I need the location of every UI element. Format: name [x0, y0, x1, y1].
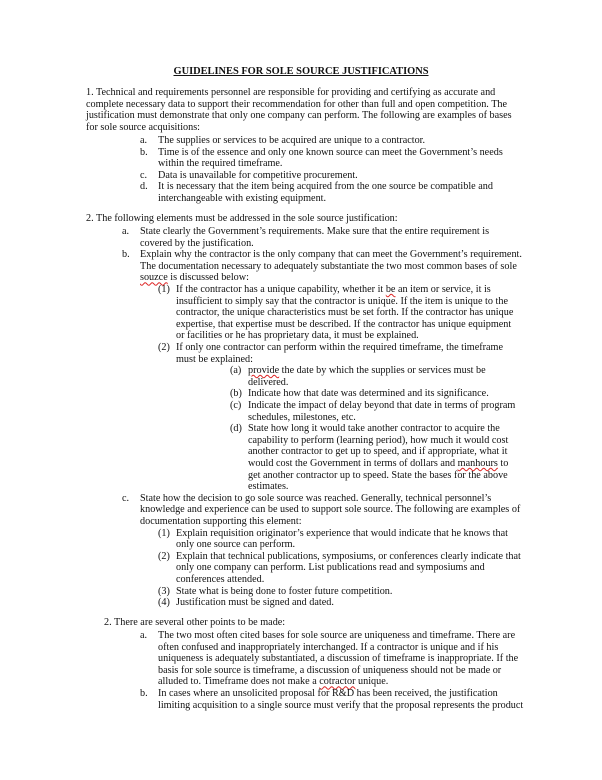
s1-b-label: b. [140, 146, 148, 158]
s2-b-text: The documentation necessary to adequately substantiate the two most common bases of sole [140, 260, 517, 272]
s2-b1-text [176, 284, 491, 296]
s2-b1-text: or facilities or he has proprietary data, it must be explained. [176, 330, 419, 342]
s2-b2c-text: Indicate the impact of delay beyond that date in terms of program [248, 400, 516, 411]
s2-c1-text: only one source can perform. [176, 539, 296, 551]
s2-c4-label: (4) [158, 597, 170, 609]
s2-c2-text: conferences attended. [176, 574, 265, 585]
text-run: would cost the Government in terms of dollars and [248, 458, 458, 469]
s2-c2-text: Explain that technical publications, symposiums, or conferences clearly indicate that [176, 550, 521, 562]
s2-b1-text: contractor, the unique characteristics must be set forth. If the contractor has unique [176, 307, 514, 319]
s2-c3-text: State what is being done to foster future competition. [176, 585, 393, 597]
s3-a-text: often confused and inappropriately interchanged. If a contractor is unique and if his [158, 641, 499, 653]
s2-b2d-text: State how long it would take another contractor to acquire the [248, 423, 500, 435]
s2-a-text: State clearly the Government’s requirements. Make sure that the entire requirement is [140, 226, 490, 237]
s2-b2d-text: another contractor to get up to speed, and if appropriate, what it [248, 446, 508, 458]
s2-heading: 2. The following elements must be addressed in the sole source justification: [86, 213, 398, 224]
s2-c3-label: (3) [158, 585, 170, 597]
s1-d-text: It is necessary that the item being acquired from the one source be compatible and [158, 181, 493, 193]
s1-d-text: interchangeable with existing equipment. [158, 193, 327, 204]
s1-line: justification must demonstrate that only one company can perform. The following are examples of bases [86, 110, 512, 122]
s1-c-label: c. [140, 169, 148, 181]
s2-b2c-text: schedules, milestones, etc. [248, 411, 356, 423]
misspelled-word: souzce [140, 272, 168, 284]
s2-c-text: knowledge and experience can be used to support sole source. The following are examples of [140, 504, 521, 516]
text-run: If the contractor has a unique capability, whether it [176, 284, 386, 295]
s2-c-text: documentation supporting this element: [140, 516, 302, 527]
s2-b2b-text: Indicate how that date was determined and its significance. [248, 388, 489, 400]
s3-a-text: The two most often cited bases for sole source are uniqueness and timeframe. There are [158, 630, 516, 641]
misspelled-word: be [385, 284, 396, 295]
s3-b-label: b. [140, 688, 148, 699]
text-run: the date by which the supplies or services must be [279, 365, 486, 377]
s2-a-label: a. [122, 226, 130, 237]
s1-a-text: The supplies or services to be acquired are unique to a contractor. [158, 135, 426, 146]
s2-c4-text: Justification must be signed and dated. [176, 597, 334, 609]
s2-c2-text: only one company can perform. List publications read and symposiums and [176, 562, 485, 574]
misspelled-word: cotractor [319, 676, 356, 688]
s2-b-label: b. [122, 249, 130, 261]
page-title: GUIDELINES FOR SOLE SOURCE JUSTIFICATIONS [173, 66, 429, 77]
s2-b2d-text: capability to perform (learning period), how much it would cost [248, 434, 509, 446]
s2-b2a-label: (a) [230, 365, 242, 377]
s2-c1-label: (1) [158, 527, 170, 539]
s2-b1-text: insufficient to simply say that the contractor is unique. If the item is unique to the [176, 295, 508, 307]
s1-line: complete necessary data to support their recommendation for other than full and open competition. The [86, 98, 508, 110]
s3-a-text: uniqueness is adequately substantiated, a discussion of timeframe is inappropriate. If the [158, 653, 519, 665]
text-run: an item or service, it is [395, 284, 491, 295]
s2-c2-label: (2) [158, 550, 170, 562]
s2-b-text [140, 272, 249, 284]
s2-b2-text: If only one contractor can perform within the required timeframe, the timeframe [176, 342, 503, 353]
s3-a-text: basis for sole source is timeframe, a discussion of uniqueness should not be made or [158, 664, 502, 676]
s1-c-text: Data is unavailable for competitive procurement. [158, 169, 358, 181]
text-run: to [497, 458, 509, 469]
s2-a-text: covered by the justification. [140, 237, 254, 249]
s2-b2d-text: estimates. [248, 481, 289, 493]
text-run: is discussed below: [167, 272, 249, 284]
misspelled-word: manhours [457, 458, 498, 469]
s3-a-label: a. [140, 630, 148, 641]
s1-line: 1. Technical and requirements personnel are responsible for providing and certifying as accurate and [86, 87, 496, 98]
s1-d-label: d. [140, 181, 148, 193]
s2-b2-label: (2) [158, 342, 170, 353]
misspelled-word: provide [248, 365, 280, 377]
s2-b2-text: must be explained: [176, 353, 253, 365]
s3-b-text: limiting acquisition to a single source must verify that the proposal represents the product [158, 699, 524, 711]
s3-a-text [158, 676, 388, 688]
text-run: alluded to. Timeframe does not make a [158, 676, 320, 688]
text-run: unique. [355, 676, 389, 688]
s2-c-text: State how the decision to go sole source was reached. Generally, technical personnel’s [140, 492, 492, 504]
s2-b2d-label: (d) [230, 423, 242, 435]
s2-b1-text: expertise, that expertise must be described. If the contractor has unique equipment [176, 318, 512, 330]
s2-c1-text: Explain requisition originator’s experience that would indicate that he knows that [176, 527, 508, 539]
s1-b-text: within the required timeframe. [158, 158, 283, 170]
s2-c-label: c. [122, 492, 130, 504]
s2-b-text: Explain why the contractor is the only company that can meet the Government’s requirement. [140, 249, 522, 261]
s2-b2c-label: (c) [230, 400, 242, 411]
s2-b1-label: (1) [158, 284, 170, 295]
s3-heading: 2. There are several other points to be made: [104, 617, 286, 628]
s2-b2d-text [248, 458, 508, 470]
s2-b2d-text: get another contractor up to speed. State the bases for the above [248, 469, 508, 481]
s2-b2a-text [248, 365, 486, 377]
s2-b2a-text: delivered. [248, 376, 289, 388]
s2-b2b-label: (b) [230, 388, 242, 400]
s1-b-text: Time is of the essence and only one known source can meet the Government’s needs [158, 146, 503, 158]
s1-line: for sole source acquisitions: [86, 121, 201, 133]
s3-b-text: In cases where an unsolicited proposal for R&D has been received, the justification [158, 688, 498, 699]
s1-a-label: a. [140, 135, 148, 146]
